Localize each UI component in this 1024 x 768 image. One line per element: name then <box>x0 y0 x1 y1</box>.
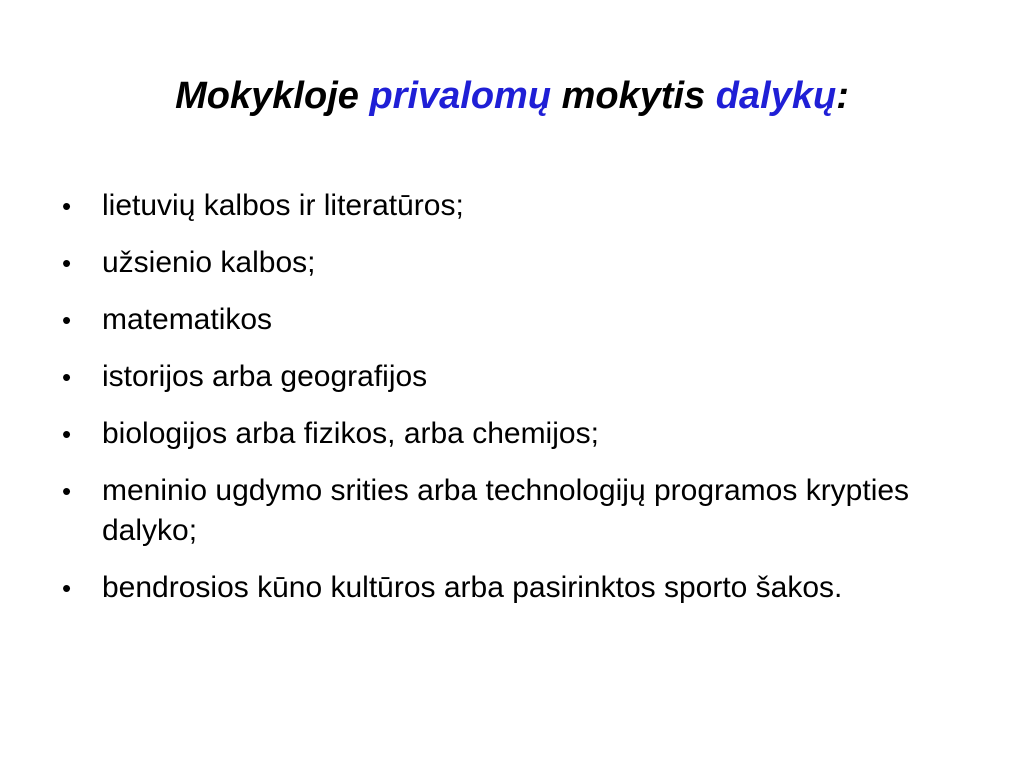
list-item <box>60 414 980 454</box>
bullet-icon: • <box>62 305 72 335</box>
title-highlight-2: dalykų <box>715 75 837 117</box>
bullet-icon: • <box>62 573 72 603</box>
bullet-icon: • <box>62 419 72 449</box>
list-item-text: istorijos arba geografijos <box>102 360 428 393</box>
list-item-text: bendrosios kūno kultūros arba pasirinktos sporto šakos. <box>102 571 843 604</box>
bullet-icon: • <box>62 248 72 278</box>
list-item <box>60 186 980 226</box>
subject-list <box>60 186 980 625</box>
bullet-icon: • <box>62 362 72 392</box>
slide-title <box>0 68 1024 124</box>
list-item <box>60 243 980 283</box>
title-highlight-1: privalomų <box>369 75 552 117</box>
list-item <box>60 568 980 608</box>
list-item <box>60 471 980 551</box>
bullet-icon: • <box>62 191 72 221</box>
list-item-text: biologijos arba fizikos, arba chemijos; <box>102 417 599 450</box>
list-item <box>60 300 980 340</box>
title-part-3: mokytis <box>551 75 716 117</box>
list-item-text: meninio ugdymo srities arba technologijų programos krypties dalyko; <box>102 474 910 547</box>
bullet-icon: • <box>62 476 72 506</box>
list-item <box>60 357 980 397</box>
title-part-1: Mokykloje <box>175 75 370 117</box>
list-item-text: užsienio kalbos; <box>102 246 316 279</box>
title-colon: : <box>836 75 849 117</box>
list-item-text: lietuvių kalbos ir literatūros; <box>102 189 464 222</box>
list-item-text: matematikos <box>102 303 273 336</box>
